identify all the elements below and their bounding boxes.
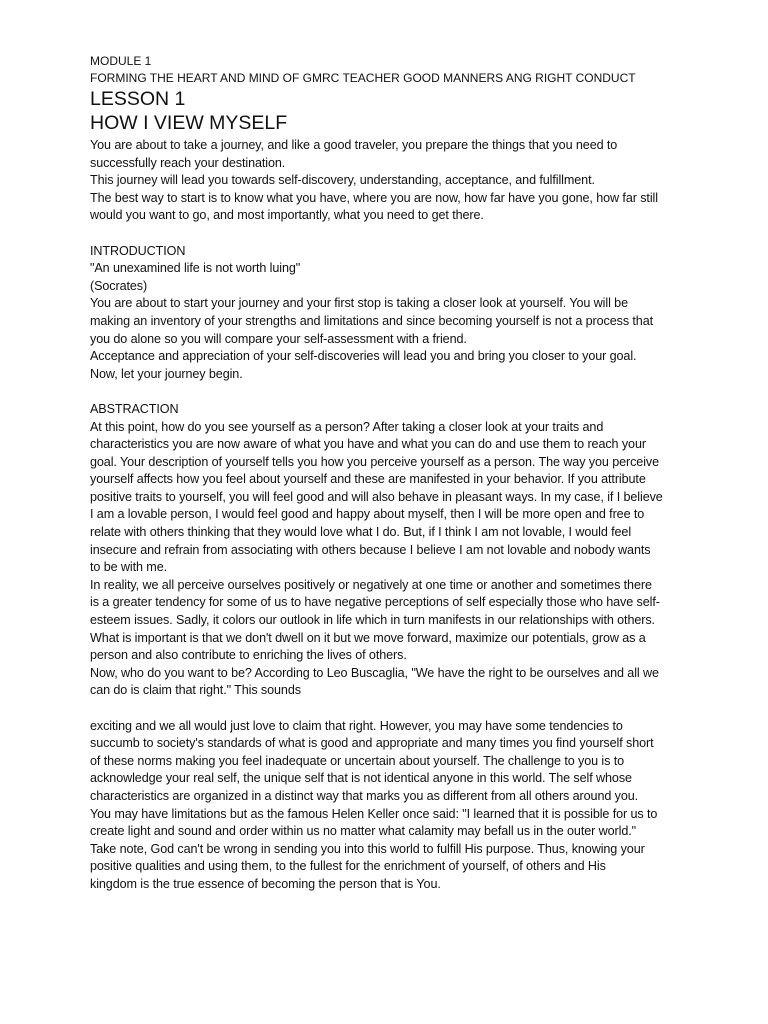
continuation-line: exciting and we all would just love to claim that right. However, you may have some tendencies to xyxy=(90,718,623,733)
continuation-line: kingdom is the true essence of becoming the person that is You. xyxy=(90,876,441,891)
continuation-line: positive qualities and using them, to the fullest for the enrichment of yourself, of others and His xyxy=(90,859,606,874)
continuation-line: You may have limitations but as the famous Helen Keller once said: "I learned that it is possible for us to xyxy=(90,806,658,821)
introduction-line: Now, let your journey begin. xyxy=(90,366,243,381)
intro-line: You are about to take a journey, and like a good traveler, you prepare the things that you need to xyxy=(90,138,618,152)
intro-line: would you want to go, and most importantly, what you need to get there. xyxy=(90,208,484,223)
intro-line: successfully reach your destination. xyxy=(90,155,286,170)
introduction-line: you do alone so you will compare your self-assessment with a friend. xyxy=(90,331,467,346)
abstraction-line: esteem issues. Sadly, it colors our outlook in life which in turn manifests in our relationships with others. xyxy=(90,613,655,628)
document-header xyxy=(90,53,690,135)
spacer xyxy=(90,700,690,718)
abstraction-line: yourself affects how you feel about yourself and these are manifested in your behavior. If you attribute xyxy=(90,472,646,487)
introduction-line: making an inventory of your strengths and limitations and since becoming yourself is not a process that xyxy=(90,313,654,328)
abstraction-line: characteristics you are now aware of what you have and what you can do and use them to reach your xyxy=(90,437,646,452)
introduction-section xyxy=(90,243,690,384)
continuation-line: of these norms making you feel inadequate or uncertain about yourself. The challenge to you is to xyxy=(90,753,625,768)
introduction-line: "An unexamined life is not worth luing" xyxy=(90,261,301,276)
intro-line: This journey will lead you towards self-discovery, understanding, acceptance, and fulfillment. xyxy=(90,173,595,188)
abstraction-line: What is important is that we don't dwell on it but we move forward, maximize our potentials, grow as a xyxy=(90,630,646,645)
spacer xyxy=(90,383,690,401)
abstraction-section xyxy=(90,401,690,700)
continuation-line: create light and sound and order within us no matter what calamity may befall us in the outer world." xyxy=(90,824,636,839)
intro-line: The best way to start is to know what you have, where you are now, how far have you gone, how far still xyxy=(90,190,658,205)
lesson-label: LESSON 1 xyxy=(90,88,186,110)
section-heading: INTRODUCTION xyxy=(90,243,186,258)
introduction-line: (Socrates) xyxy=(90,278,148,293)
intro-paragraph xyxy=(90,137,690,225)
document-page xyxy=(90,53,690,894)
abstraction-line: I am a lovable person, I would feel good and happy about myself, then I will be more open and free to xyxy=(90,507,645,522)
abstraction-line: person and also contribute to enriching the lives of others. xyxy=(90,648,407,663)
abstraction-line: insecure and refrain from associating with others because I believe I am not lovable and nobody wants xyxy=(90,542,651,557)
introduction-line: Acceptance and appreciation of your self-discoveries will lead you and bring you closer to your goal. xyxy=(90,349,637,364)
module-label: MODULE 1 xyxy=(90,54,152,68)
continuation-section xyxy=(90,718,690,894)
abstraction-line: is a greater tendency for some of us to have negative perceptions of self especially those who have self- xyxy=(90,595,660,610)
abstraction-line: to be with me. xyxy=(90,560,167,575)
continuation-line: acknowledge your real self, the unique self that is not identical anyone in this world. The self whose xyxy=(90,771,632,786)
continuation-line: Take note, God can't be wrong in sending you into this world to fulfill His purpose. Thus, knowing your xyxy=(90,841,645,856)
continuation-line: characteristics are organized in a distinct way that marks you as different from all others around you. xyxy=(90,788,639,803)
abstraction-line: relate with others thinking that they would love what I do. But, if I think I am not lovable, I would feel xyxy=(90,525,632,540)
continuation-line: succumb to society's standards of what is good and appropriate and many times you find yourself short xyxy=(90,736,654,751)
abstraction-line: Now, who do you want to be? According to Leo Buscaglia, "We have the right to be ourselves and all we xyxy=(90,665,659,680)
lesson-title: HOW I VIEW MYSELF xyxy=(90,112,288,134)
abstraction-line: At this point, how do you see yourself as a person? After taking a closer look at your traits and xyxy=(90,419,604,434)
abstraction-line: goal. Your description of yourself tells you how you perceive yourself as a person. The way you perceive xyxy=(90,454,660,469)
spacer xyxy=(90,225,690,243)
section-heading: ABSTRACTION xyxy=(90,401,179,416)
introduction-line: You are about to start your journey and your first stop is taking a closer look at yourself. You will be xyxy=(90,296,628,311)
abstraction-line: positive traits to yourself, you will feel good and will also behave in pleasant ways. In my case, if I believe xyxy=(90,489,663,504)
abstraction-line: In reality, we all perceive ourselves positively or negatively at one time or another and sometimes there xyxy=(90,577,652,592)
abstraction-line: can do is claim that right." This sounds xyxy=(90,683,301,698)
module-subtitle: FORMING THE HEART AND MIND OF GMRC TEACHER GOOD MANNERS ANG RIGHT CONDUCT xyxy=(90,71,636,85)
